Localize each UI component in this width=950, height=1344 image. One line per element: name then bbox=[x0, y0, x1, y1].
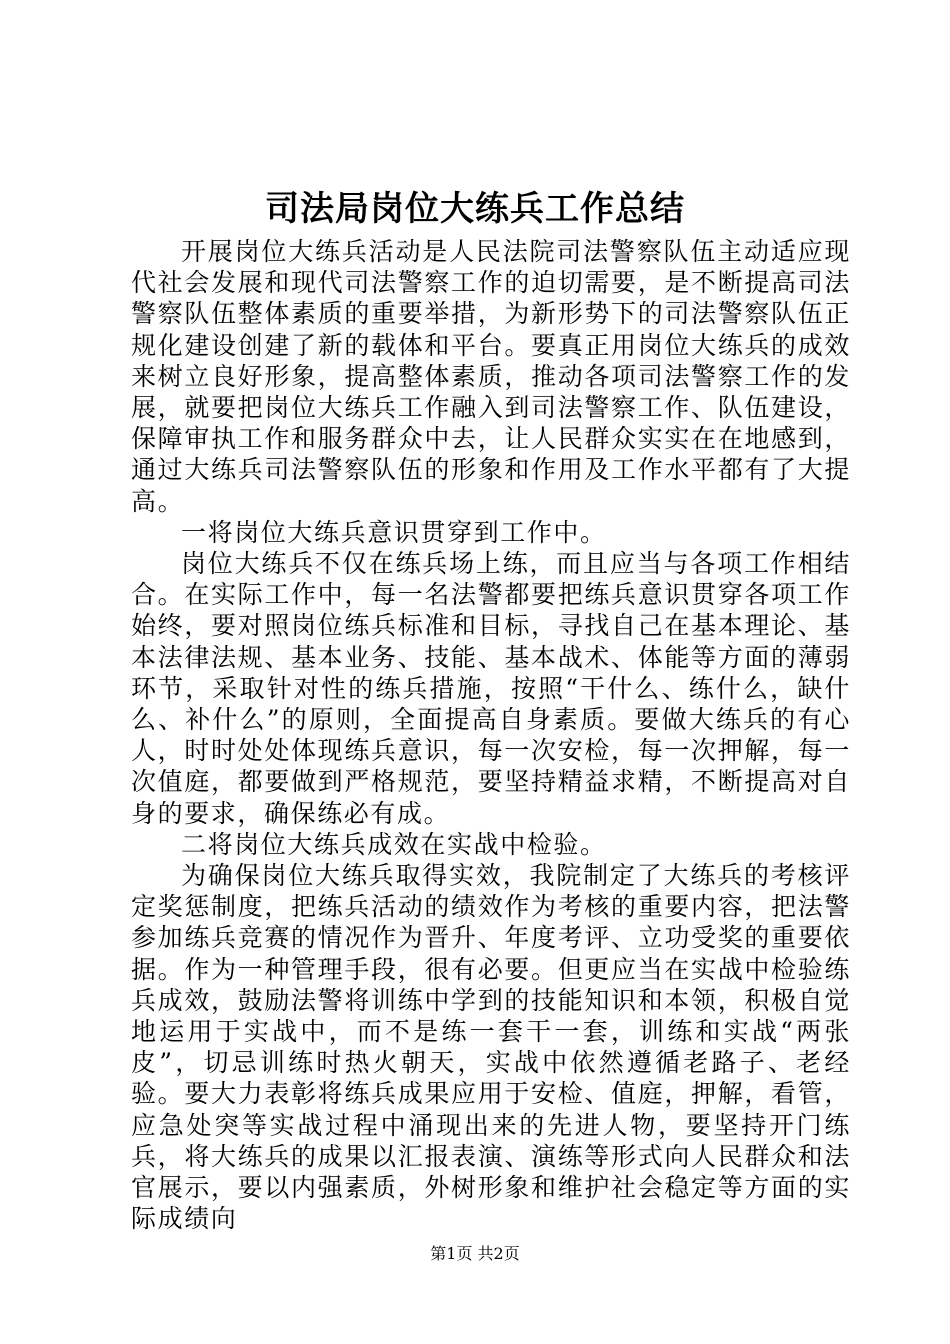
paragraph-section-1: 岗位大练兵不仅在练兵场上练，而且应当与各项工作相结合。在实际工作中，每一名法警都要把练兵意识贯穿各项工作始终，要对照岗位练兵标准和目标，寻找自己在基本理论、基本法律法规、基本业务、技能、基本战术、体能等方面的薄弱环节，采取针对性的练兵措施，按照“干什么、练什么，缺什么、补什么”的原则，全面提高自身素质。要做大练兵的有心人，时时处处体现练兵意识，每一次安检，每一次押解，每一次值庭，都要做到严格规范，要坚持精益求精，不断提高对自身的要求，确保练必有成。 bbox=[131, 549, 851, 828]
document-body bbox=[131, 236, 851, 1235]
paragraph-intro: 开展岗位大练兵活动是人民法院司法警察队伍主动适应现代社会发展和现代司法警察工作的迫切需要，是不断提高司法警察队伍整体素质的重要举措，为新形势下的司法警察队伍正规化建设创建了新的载体和平台。要真正用岗位大练兵的成效来树立良好形象，提高整体素质，推动各项司法警察工作的发展，就要把岗位大练兵工作融入到司法警察工作、队伍建设，保障审执工作和服务群众中去，让人民群众实实在在地感到，通过大练兵司法警察队伍的形象和作用及工作水平都有了大提高。 bbox=[131, 237, 851, 516]
page-number-footer: 第1页 共2页 bbox=[430, 1244, 520, 1263]
document-title: 司法局岗位大练兵工作总结 bbox=[265, 189, 685, 229]
paragraph-section-2: 为确保岗位大练兵取得实效，我院制定了大练兵的考核评定奖惩制度，把练兵活动的绩效作为考核的重要内容，把法警参加练兵竞赛的情况作为晋升、年度考评、立功受奖的重要依据。作为一种管理手段，很有必要。但更应当在实战中检验练兵成效，鼓励法警将训练中学到的技能知识和本领，积极自觉地运用于实战中，而不是练一套干一套，训练和实战“两张皮”，切忌训练时热火朝天，实战中依然遵循老路子、老经验。要大力表彰将练兵成果应用于安检、值庭，押解，看管，应急处突等实战过程中涌现出来的先进人物，要坚持开门练兵，将大练兵的成果以汇报表演、演练等形式向人民群众和法官展示，要以内强素质，外树形象和维护社会稳定等方面的实际成绩向 bbox=[131, 861, 851, 1234]
section-heading-2: 二将岗位大练兵成效在实战中检验。 bbox=[181, 829, 607, 859]
section-heading-1: 一将岗位大练兵意识贯穿到工作中。 bbox=[181, 517, 607, 547]
